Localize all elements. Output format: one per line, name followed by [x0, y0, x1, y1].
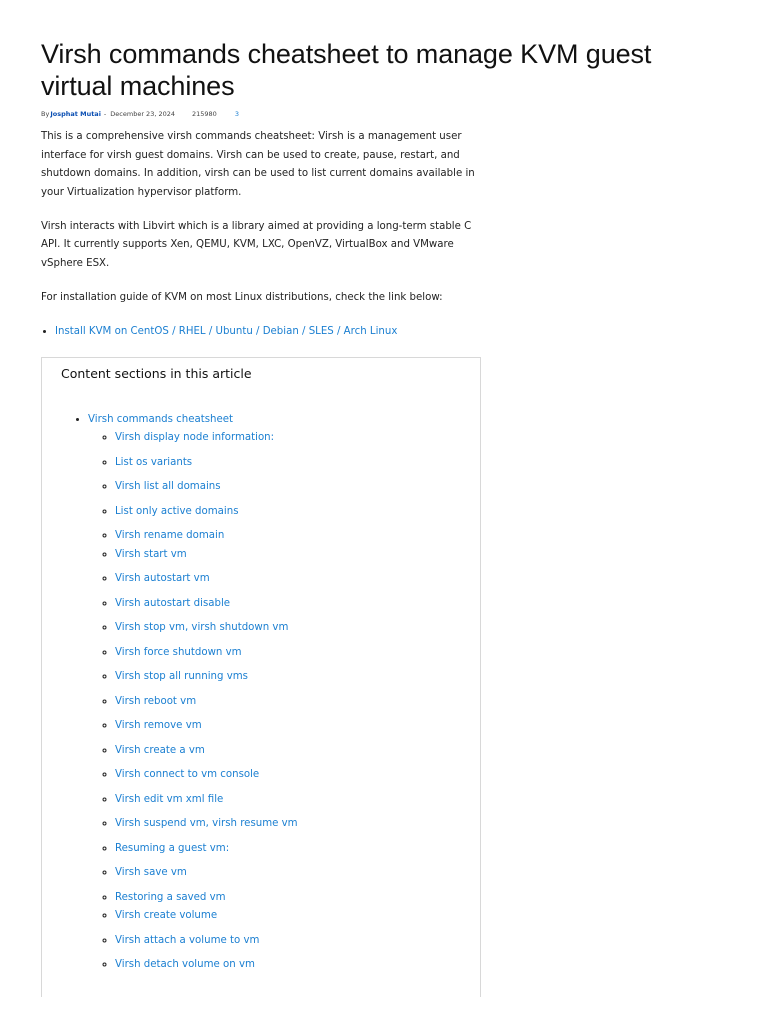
- toc-item: [115, 527, 298, 546]
- publish-date: December 23, 2024: [110, 110, 175, 118]
- toc-link[interactable]: Virsh attach a volume to vm: [115, 934, 260, 946]
- toc-link[interactable]: Virsh autostart vm: [115, 573, 210, 584]
- toc-sublist: [88, 429, 298, 975]
- toc-item: [115, 766, 298, 785]
- toc-item: [115, 956, 298, 975]
- toc-item: [115, 454, 298, 473]
- toc-item: [115, 693, 298, 712]
- toc-link[interactable]: Virsh stop all running vms: [115, 671, 248, 682]
- comment-count[interactable]: 3: [234, 110, 239, 118]
- toc-item: [115, 889, 298, 908]
- toc-link[interactable]: Virsh autostart disable: [115, 597, 231, 609]
- toc-link[interactable]: List os variants: [115, 456, 193, 468]
- toc-link[interactable]: Virsh connect to vm console: [115, 769, 260, 780]
- article: [41, 38, 721, 997]
- install-guide-paragraph: For installation guide of KVM on most Linux distributions, check the link below:: [41, 291, 443, 303]
- toc-link[interactable]: Virsh edit vm xml file: [115, 793, 224, 805]
- toc-item: [115, 619, 298, 638]
- toc-item-top: [88, 411, 298, 975]
- toc-item: [115, 791, 298, 810]
- toc-link-virsh-commands-cheatsheet[interactable]: Virsh commands cheatsheet: [88, 413, 234, 425]
- toc-link[interactable]: Virsh display node information:: [115, 432, 275, 443]
- toc-link[interactable]: Virsh reboot vm: [115, 695, 197, 707]
- toc-item: [115, 503, 298, 522]
- toc-title: Content sections in this article: [61, 365, 252, 381]
- toc-item: [115, 907, 298, 926]
- toc-link[interactable]: Virsh create a vm: [115, 744, 205, 756]
- install-links: [41, 323, 483, 341]
- install-kvm-link[interactable]: Install KVM on CentOS / RHEL / Ubuntu / Debian / SLES / Arch Linux: [55, 325, 398, 337]
- toc-link[interactable]: Restoring a saved vm: [115, 891, 226, 903]
- toc-link[interactable]: Virsh create volume: [115, 910, 218, 921]
- toc-item: [115, 478, 298, 497]
- libvirt-paragraph: Virsh interacts with Libvirt which is a library aimed at providing a long-term stable C API. It currently supports Xen, QEMU, KVM, LXC, OpenVZ, VirtualBox and VMware vSphere ESX.: [41, 220, 472, 269]
- toc-link[interactable]: Virsh save vm: [115, 867, 187, 878]
- toc-item: [115, 668, 298, 687]
- view-count: 215980: [192, 110, 217, 118]
- toc-link[interactable]: Virsh stop vm, virsh shutdown vm: [115, 622, 289, 633]
- toc-item: [115, 570, 298, 589]
- author-link[interactable]: Josphat Mutai: [50, 110, 101, 118]
- toc-item: [115, 595, 298, 614]
- toc-item: [115, 815, 298, 834]
- toc-item: [115, 864, 298, 883]
- toc-item: [115, 932, 298, 951]
- toc-item: [115, 429, 298, 448]
- toc-item: [115, 644, 298, 663]
- list-item: [55, 323, 483, 341]
- toc-item: [115, 546, 298, 565]
- toc-link[interactable]: Virsh detach volume on vm: [115, 959, 255, 970]
- toc-link[interactable]: Virsh suspend vm, virsh resume vm: [115, 818, 298, 829]
- toc-link[interactable]: Resuming a guest vm:: [115, 842, 230, 854]
- toc-list: [88, 411, 298, 981]
- meta-separator: -: [103, 110, 107, 118]
- intro-paragraph: This is a comprehensive virsh commands cheatsheet: Virsh is a management user interface for virsh guest domains. Virsh can be used to create, pause, restart, and shutdown domains. In addition, virsh can be used to list current domains available in your Virtualization hypervisor platform.: [41, 131, 475, 198]
- toc-link[interactable]: Virsh force shutdown vm: [115, 646, 242, 658]
- toc-link[interactable]: Virsh remove vm: [115, 720, 202, 731]
- toc-item: [115, 717, 298, 736]
- toc-link[interactable]: List only active domains: [115, 505, 239, 517]
- toc-link[interactable]: Virsh start vm: [115, 548, 187, 560]
- article-title: Virsh commands cheatsheet to manage KVM guest virtual machines: [41, 39, 652, 101]
- article-body: [41, 128, 483, 997]
- byline-prefix: By: [41, 110, 50, 118]
- toc-item: [115, 742, 298, 761]
- toc-link[interactable]: Virsh list all domains: [115, 481, 221, 492]
- table-of-contents: [41, 357, 481, 997]
- article-meta: [41, 108, 721, 120]
- toc-link[interactable]: Virsh rename domain: [115, 530, 225, 541]
- toc-item: [115, 840, 298, 859]
